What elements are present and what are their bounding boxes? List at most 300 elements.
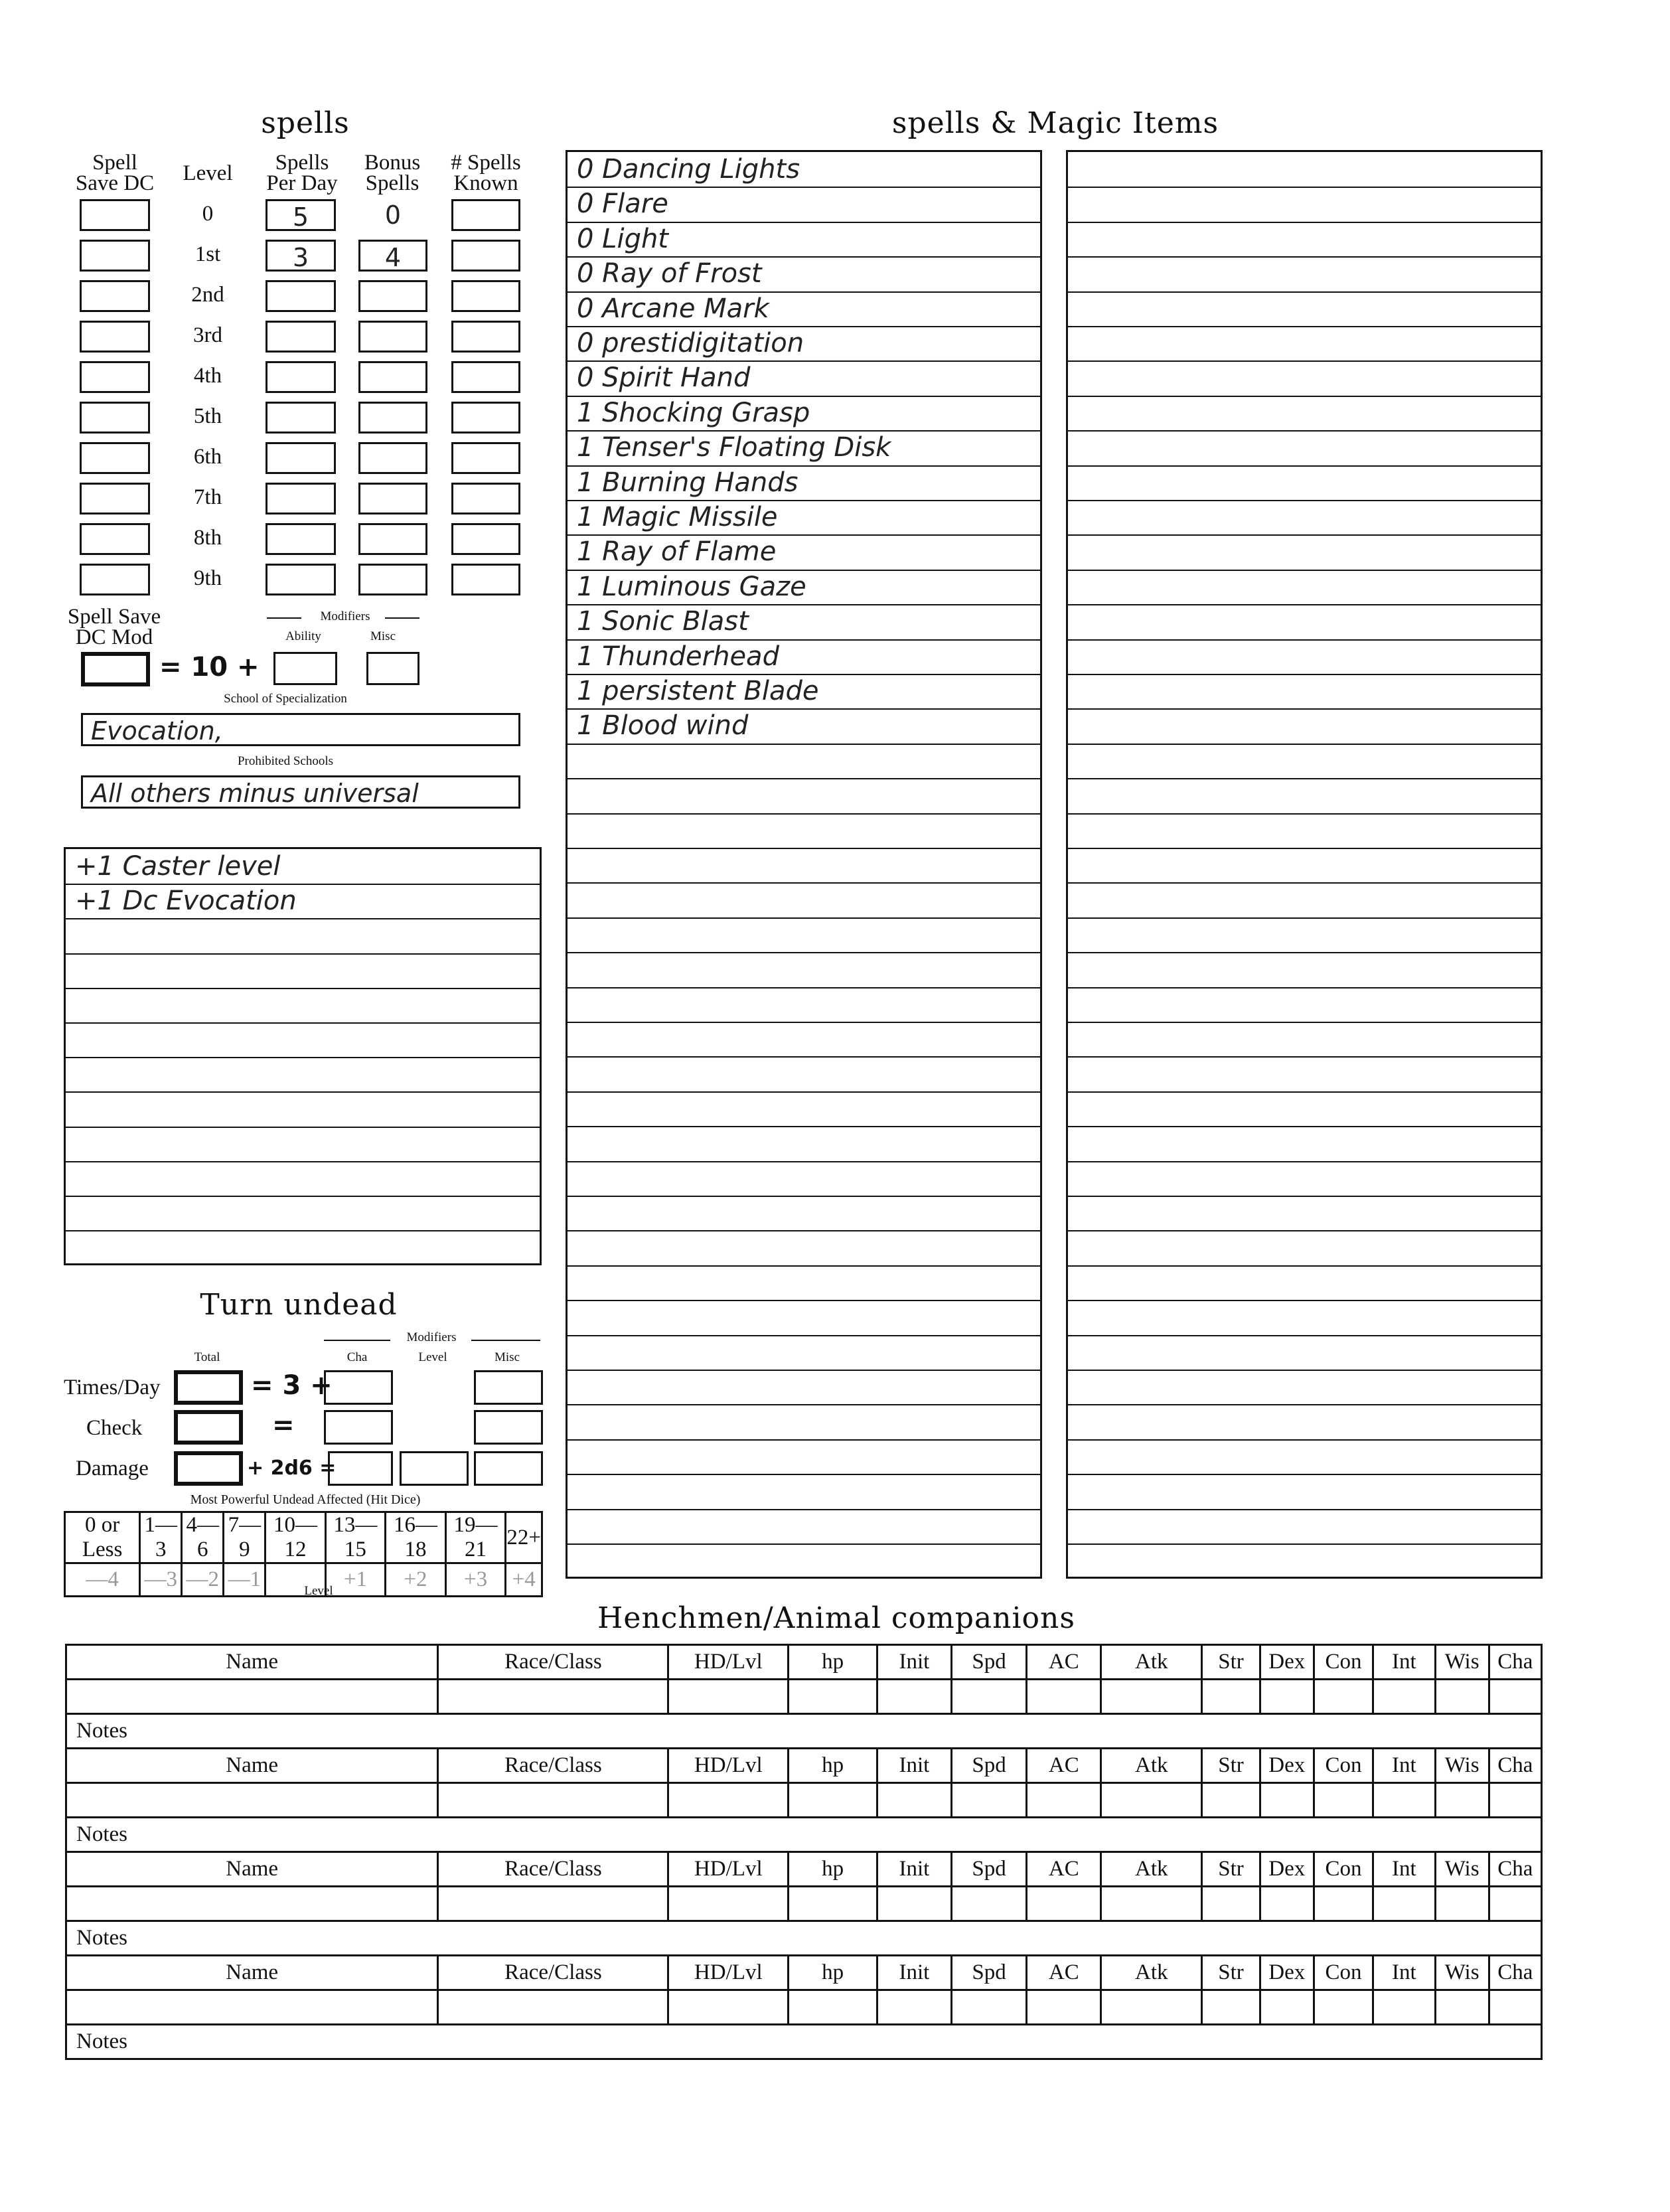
list-row[interactable]	[1068, 1370, 1541, 1405]
list-row-text: 1 Sonic Blast	[577, 606, 749, 637]
list-row[interactable]	[1068, 1126, 1541, 1162]
companion-cell[interactable]	[1373, 1680, 1435, 1714]
bonus-box[interactable]	[358, 199, 427, 231]
companion-cell[interactable]	[877, 1887, 952, 1921]
known-box[interactable]	[451, 402, 520, 434]
companion-cell[interactable]	[1101, 1783, 1202, 1818]
list-row[interactable]	[1068, 1335, 1541, 1371]
list-row[interactable]	[1068, 500, 1541, 536]
list-row[interactable]	[1068, 326, 1541, 362]
level-label: 9th	[193, 566, 222, 590]
list-row[interactable]	[568, 430, 1040, 466]
companion-cell[interactable]	[1202, 1887, 1260, 1921]
level-mod-cell: +2	[386, 1563, 446, 1597]
list-row[interactable]	[568, 1265, 1040, 1301]
list-row[interactable]	[1068, 222, 1541, 258]
companion-cell[interactable]	[1435, 1680, 1489, 1714]
list-row-text: 0 Flare	[577, 189, 668, 220]
list-row[interactable]	[568, 1370, 1040, 1405]
companion-cell[interactable]	[1314, 1783, 1373, 1818]
column-header: HD/Lvl	[668, 1749, 789, 1783]
modifiers-line-left	[267, 617, 301, 619]
header-save-dc: Spell Save DC	[75, 151, 155, 195]
times-cha-box[interactable]	[324, 1370, 393, 1405]
list-row[interactable]	[66, 1091, 540, 1127]
list-row[interactable]	[1068, 882, 1541, 918]
list-row[interactable]	[66, 1057, 540, 1093]
companion-cell[interactable]	[789, 1783, 877, 1818]
per-day-box[interactable]	[266, 240, 336, 272]
column-header: hp	[789, 1852, 877, 1887]
column-header: Str	[1202, 1852, 1260, 1887]
list-row[interactable]	[1068, 256, 1541, 292]
damage-total-box[interactable]	[174, 1451, 243, 1486]
companions-title: Henchmen/Animal companions	[597, 1601, 1075, 1635]
save-dc-box[interactable]	[80, 199, 150, 231]
list-row[interactable]	[1068, 1543, 1541, 1578]
per-day-box[interactable]	[266, 199, 336, 231]
known-box[interactable]	[451, 442, 520, 474]
list-row[interactable]	[1068, 1196, 1541, 1231]
misc-label: Misc	[370, 629, 396, 643]
companion-cell[interactable]	[951, 1990, 1027, 2025]
companion-cell[interactable]	[1489, 1990, 1541, 2025]
check-cha-box[interactable]	[324, 1410, 393, 1445]
per-day-box[interactable]	[266, 483, 336, 514]
list-row[interactable]	[568, 674, 1040, 710]
list-row[interactable]	[568, 882, 1040, 918]
companion-cell[interactable]	[1260, 1887, 1314, 1921]
list-row[interactable]	[568, 360, 1040, 396]
list-row[interactable]	[568, 1543, 1040, 1578]
list-row[interactable]	[66, 918, 540, 954]
list-row[interactable]	[1068, 1474, 1541, 1510]
companion-cell[interactable]	[1435, 1783, 1489, 1818]
companion-cell[interactable]	[1027, 1990, 1101, 2025]
companion-cell[interactable]	[438, 1990, 668, 2025]
companion-cell[interactable]	[1260, 1990, 1314, 2025]
companion-cell[interactable]	[951, 1783, 1027, 1818]
level-mod-cell: —4	[65, 1563, 140, 1597]
level-label: 7th	[193, 485, 222, 509]
column-header: Dex	[1260, 1749, 1314, 1783]
damage-cha-box[interactable]	[328, 1451, 393, 1486]
list-row[interactable]	[1068, 1439, 1541, 1475]
known-box[interactable]	[451, 564, 520, 595]
list-row[interactable]	[1068, 1056, 1541, 1092]
known-box[interactable]	[451, 523, 520, 555]
damage-level-box[interactable]	[400, 1451, 469, 1486]
companion-cell[interactable]	[1489, 1783, 1541, 1818]
per-day-box[interactable]	[266, 321, 336, 353]
list-row[interactable]	[1068, 1265, 1541, 1301]
column-header: Spd	[951, 1852, 1027, 1887]
companion-cell[interactable]	[1202, 1783, 1260, 1818]
damage-formula: + 2d6 =	[247, 1457, 337, 1480]
list-row[interactable]	[568, 987, 1040, 1023]
companion-cell[interactable]	[1489, 1680, 1541, 1714]
column-header: hp	[789, 1645, 877, 1680]
column-header: Atk	[1101, 1852, 1202, 1887]
list-row[interactable]	[1068, 604, 1541, 640]
level-label: 1st	[194, 242, 221, 266]
misc-mod-box[interactable]	[366, 652, 419, 685]
column-header: Wis	[1435, 1645, 1489, 1680]
list-row[interactable]	[1068, 639, 1541, 675]
list-row[interactable]	[568, 152, 1040, 188]
companion-cell[interactable]	[877, 1990, 952, 2025]
times-day-label: Times/Day	[64, 1376, 161, 1399]
column-header: Init	[877, 1852, 952, 1887]
list-row[interactable]	[1068, 152, 1541, 188]
list-row[interactable]	[568, 744, 1040, 779]
column-header: Init	[877, 1956, 952, 1990]
list-row-text: 0 Dancing Lights	[577, 154, 800, 185]
companion-cell[interactable]	[877, 1783, 952, 1818]
column-header: Race/Class	[438, 1956, 668, 1990]
times-day-total-box[interactable]	[174, 1370, 243, 1405]
column-header: Spd	[951, 1645, 1027, 1680]
save-dc-box[interactable]	[80, 280, 150, 312]
list-row[interactable]	[568, 1091, 1040, 1127]
ability-mod-box[interactable]	[273, 652, 337, 685]
companions-table	[65, 1644, 1543, 2060]
per-day-box[interactable]	[266, 361, 336, 393]
companion-cell[interactable]	[1101, 1680, 1202, 1714]
column-header: Str	[1202, 1645, 1260, 1680]
column-header: Dex	[1260, 1645, 1314, 1680]
known-box[interactable]	[451, 240, 520, 272]
companion-cell[interactable]	[438, 1783, 668, 1818]
notes-box[interactable]	[64, 847, 542, 1265]
list-row[interactable]	[66, 953, 540, 989]
list-row[interactable]	[568, 848, 1040, 884]
column-header: Spd	[951, 1956, 1027, 1990]
column-header: Wis	[1435, 1852, 1489, 1887]
hd-range-cell: 19—21	[445, 1512, 506, 1563]
per-day-box[interactable]	[266, 564, 336, 595]
companion-cell[interactable]	[1101, 1990, 1202, 2025]
known-box[interactable]	[451, 199, 520, 231]
list-row[interactable]	[1068, 917, 1541, 953]
list-row[interactable]	[568, 917, 1040, 953]
companion-cell[interactable]	[1027, 1680, 1101, 1714]
list-row[interactable]	[1068, 187, 1541, 222]
list-row[interactable]	[1068, 1230, 1541, 1266]
column-header: Race/Class	[438, 1852, 668, 1887]
column-header: Init	[877, 1645, 952, 1680]
level-label: 0	[202, 202, 214, 226]
column-header: Str	[1202, 1956, 1260, 1990]
column-header: Cha	[1489, 1645, 1541, 1680]
list-row[interactable]	[66, 988, 540, 1024]
list-row[interactable]	[568, 1161, 1040, 1197]
notes-cell[interactable]	[66, 1921, 1542, 1956]
list-row[interactable]	[568, 1439, 1040, 1475]
list-row[interactable]	[66, 849, 540, 885]
list-row-text: +1 Caster level	[75, 851, 281, 882]
companion-cell[interactable]	[1101, 1887, 1202, 1921]
list-row[interactable]	[568, 1335, 1040, 1371]
companion-cell[interactable]	[66, 1887, 438, 1921]
bonus-value: 4	[384, 243, 402, 272]
companion-cell[interactable]	[66, 1680, 438, 1714]
bonus-value: 0	[384, 200, 402, 230]
list-row[interactable]	[568, 326, 1040, 362]
column-header: Atk	[1101, 1749, 1202, 1783]
companion-cell[interactable]	[1489, 1887, 1541, 1921]
bonus-box[interactable]	[358, 523, 427, 555]
list-row[interactable]	[568, 639, 1040, 675]
list-row[interactable]	[568, 500, 1040, 536]
list-row[interactable]	[568, 1056, 1040, 1092]
header-bonus: Bonus Spells	[364, 151, 421, 195]
hd-range-cell: 22+	[506, 1512, 542, 1563]
companion-cell[interactable]	[1314, 1990, 1373, 2025]
modifiers-line-right	[385, 617, 419, 619]
list-row[interactable]	[66, 1127, 540, 1162]
list-row[interactable]	[1068, 848, 1541, 884]
list-row[interactable]	[1068, 952, 1541, 988]
list-row[interactable]	[568, 222, 1040, 258]
list-row[interactable]	[66, 1161, 540, 1197]
companion-cell[interactable]	[66, 1990, 438, 2025]
turn-undead-title: Turn undead	[200, 1288, 398, 1322]
known-box[interactable]	[451, 483, 520, 514]
column-header: Atk	[1101, 1645, 1202, 1680]
undead-table-caption: Most Powerful Undead Affected (Hit Dice)	[190, 1492, 421, 1507]
list-row-text: 0 Light	[577, 223, 668, 254]
column-header: Cha	[1489, 1749, 1541, 1783]
list-row[interactable]	[1068, 813, 1541, 849]
companion-cell[interactable]	[1373, 1783, 1435, 1818]
list-row[interactable]	[568, 1022, 1040, 1058]
tu-level-label: Level	[418, 1350, 447, 1364]
list-row[interactable]	[568, 465, 1040, 501]
list-row[interactable]	[1068, 534, 1541, 570]
save-dc-box[interactable]	[80, 321, 150, 353]
list-row[interactable]	[66, 1196, 540, 1231]
companion-cell[interactable]	[877, 1680, 952, 1714]
list-row-text: 0 Spirit Hand	[577, 362, 751, 394]
column-header: hp	[789, 1749, 877, 1783]
list-row[interactable]	[1068, 987, 1541, 1023]
notes-cell[interactable]	[66, 2025, 1542, 2059]
list-row[interactable]	[568, 952, 1040, 988]
list-row[interactable]	[1068, 360, 1541, 396]
column-header: Spd	[951, 1749, 1027, 1783]
level-mod-cell: —2	[182, 1563, 224, 1597]
column-header: Cha	[1489, 1852, 1541, 1887]
companion-cell[interactable]	[1373, 1887, 1435, 1921]
level-mod-cell: —3	[140, 1563, 182, 1597]
companion-cell[interactable]	[789, 1887, 877, 1921]
spell-list-right[interactable]	[1066, 150, 1543, 1579]
header-known: # Spells Known	[451, 151, 521, 195]
list-row[interactable]	[1068, 291, 1541, 327]
companion-cell[interactable]	[1027, 1783, 1101, 1818]
column-header: AC	[1027, 1749, 1101, 1783]
bonus-box[interactable]	[358, 483, 427, 514]
known-box[interactable]	[451, 321, 520, 353]
level-label: 4th	[193, 364, 222, 388]
save-dc-box[interactable]	[80, 564, 150, 595]
prohibited-field[interactable]	[81, 775, 520, 809]
check-misc-box[interactable]	[474, 1410, 543, 1445]
list-row[interactable]	[568, 1196, 1040, 1231]
list-row[interactable]	[568, 1404, 1040, 1440]
save-dc-mod-total-box[interactable]	[81, 652, 150, 686]
known-box[interactable]	[451, 361, 520, 393]
column-header: Int	[1373, 1645, 1435, 1680]
companion-cell[interactable]	[66, 1783, 438, 1818]
list-row[interactable]	[1068, 744, 1541, 779]
list-row[interactable]	[1068, 1404, 1541, 1440]
hd-range-cell: 13—15	[325, 1512, 386, 1563]
per-day-box[interactable]	[266, 280, 336, 312]
companion-cell[interactable]	[438, 1680, 668, 1714]
column-header: Init	[877, 1749, 952, 1783]
list-row[interactable]	[66, 1230, 540, 1265]
list-row[interactable]	[1068, 430, 1541, 466]
list-row[interactable]	[1068, 1300, 1541, 1336]
school-field[interactable]	[81, 713, 520, 746]
save-dc-box[interactable]	[80, 402, 150, 434]
list-row[interactable]	[1068, 1161, 1541, 1197]
companion-cell[interactable]	[1435, 1887, 1489, 1921]
companion-cell[interactable]	[438, 1887, 668, 1921]
modifiers-label: Modifiers	[320, 609, 370, 623]
companion-cell[interactable]	[1202, 1680, 1260, 1714]
list-row-text: 1 Thunderhead	[577, 641, 779, 672]
school-value: Evocation,	[91, 716, 223, 746]
per-day-value: 5	[292, 202, 309, 232]
list-row[interactable]	[568, 778, 1040, 814]
save-dc-box[interactable]	[80, 361, 150, 393]
companion-cell[interactable]	[1260, 1680, 1314, 1714]
list-row-text: 1 Luminous Gaze	[577, 571, 806, 602]
list-row-text: 1 Burning Hands	[577, 467, 798, 498]
list-row[interactable]	[66, 884, 540, 919]
list-row[interactable]	[568, 256, 1040, 292]
list-row[interactable]	[568, 813, 1040, 849]
list-row[interactable]	[1068, 1022, 1541, 1058]
column-header: Dex	[1260, 1956, 1314, 1990]
spell-list-left[interactable]	[566, 150, 1042, 1579]
equals-ten: = 10 +	[159, 652, 260, 682]
list-row[interactable]	[66, 1022, 540, 1058]
notes-cell[interactable]	[66, 1818, 1542, 1852]
list-row[interactable]	[568, 708, 1040, 744]
column-header: Int	[1373, 1956, 1435, 1990]
companion-cell[interactable]	[668, 1887, 789, 1921]
list-row[interactable]	[568, 396, 1040, 432]
spells-title: spells	[261, 106, 350, 140]
column-header: Name	[66, 1956, 438, 1990]
school-label: School of Specialization	[224, 692, 347, 706]
companion-cell[interactable]	[668, 1783, 789, 1818]
list-row-text: 1 Blood wind	[577, 710, 749, 742]
list-row[interactable]	[1068, 1509, 1541, 1545]
column-header: Con	[1314, 1645, 1373, 1680]
hd-range-cell: 10—12	[266, 1512, 325, 1563]
save-dc-box[interactable]	[80, 240, 150, 272]
list-row[interactable]	[568, 534, 1040, 570]
bonus-box[interactable]	[358, 240, 427, 272]
companion-cell[interactable]	[951, 1887, 1027, 1921]
companion-cell[interactable]	[668, 1680, 789, 1714]
hd-range-cell: 7—9	[224, 1512, 266, 1563]
level-label: 6th	[193, 445, 222, 469]
list-row[interactable]	[568, 1300, 1040, 1336]
known-box[interactable]	[451, 280, 520, 312]
undead-level-label: Level	[304, 1584, 333, 1598]
bonus-box[interactable]	[358, 564, 427, 595]
bonus-box[interactable]	[358, 361, 427, 393]
level-label: 8th	[193, 526, 222, 550]
level-label: 5th	[193, 404, 222, 428]
list-row[interactable]	[568, 570, 1040, 605]
list-row[interactable]	[568, 1126, 1040, 1162]
damage-misc-box[interactable]	[474, 1451, 543, 1486]
bonus-box[interactable]	[358, 442, 427, 474]
list-row[interactable]	[568, 1509, 1040, 1545]
companion-cell[interactable]	[1373, 1990, 1435, 2025]
list-row[interactable]	[568, 291, 1040, 327]
save-dc-box[interactable]	[80, 483, 150, 514]
list-row[interactable]	[568, 1474, 1040, 1510]
save-dc-box[interactable]	[80, 523, 150, 555]
list-row[interactable]	[1068, 778, 1541, 814]
companion-cell[interactable]	[1027, 1887, 1101, 1921]
bonus-box[interactable]	[358, 402, 427, 434]
list-row[interactable]	[1068, 396, 1541, 432]
bonus-box[interactable]	[358, 280, 427, 312]
companion-cell[interactable]	[789, 1990, 877, 2025]
column-header: Con	[1314, 1852, 1373, 1887]
list-row[interactable]	[1068, 708, 1541, 744]
times-misc-box[interactable]	[474, 1370, 543, 1405]
companion-cell[interactable]	[668, 1990, 789, 2025]
per-day-box[interactable]	[266, 402, 336, 434]
list-row[interactable]	[568, 187, 1040, 222]
list-row[interactable]	[568, 604, 1040, 640]
companion-cell[interactable]	[1435, 1990, 1489, 2025]
companion-cell[interactable]	[1260, 1783, 1314, 1818]
companion-cell[interactable]	[789, 1680, 877, 1714]
check-total-box[interactable]	[174, 1410, 243, 1445]
list-row[interactable]	[1068, 674, 1541, 710]
companion-cell[interactable]	[1314, 1680, 1373, 1714]
hd-range-cell: 16—18	[386, 1512, 446, 1563]
list-row[interactable]	[568, 1230, 1040, 1266]
list-row[interactable]	[1068, 570, 1541, 605]
list-row[interactable]	[1068, 1091, 1541, 1127]
hd-range-cell: 0 or Less	[65, 1512, 140, 1563]
notes-label: Notes	[76, 1926, 127, 1950]
companion-cell[interactable]	[1202, 1990, 1260, 2025]
bonus-box[interactable]	[358, 321, 427, 353]
per-day-box[interactable]	[266, 442, 336, 474]
column-header: Con	[1314, 1749, 1373, 1783]
notes-label: Notes	[76, 1822, 127, 1846]
companion-cell[interactable]	[951, 1680, 1027, 1714]
list-row[interactable]	[1068, 465, 1541, 501]
companion-cell[interactable]	[1314, 1887, 1373, 1921]
save-dc-box[interactable]	[80, 442, 150, 474]
per-day-box[interactable]	[266, 523, 336, 555]
notes-cell[interactable]	[66, 1714, 1542, 1749]
